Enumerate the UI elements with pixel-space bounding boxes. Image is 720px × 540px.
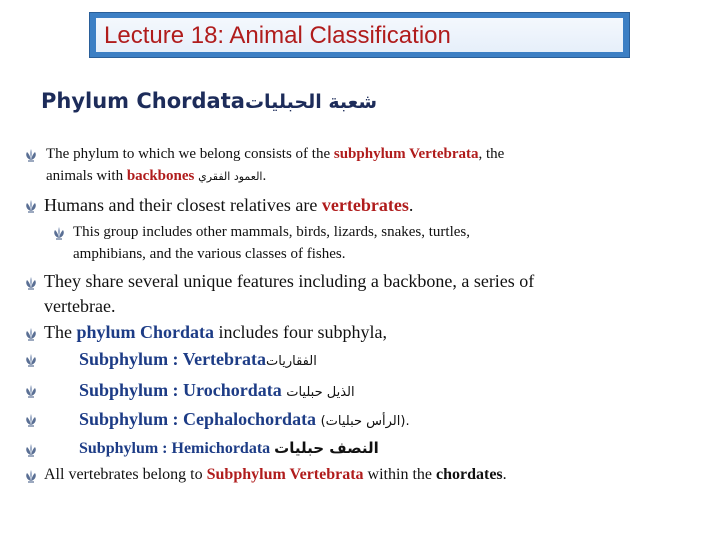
bullet-1-line-2: animals with backbones العمود الفقري. xyxy=(46,168,267,184)
flower-icon xyxy=(24,148,38,162)
bullet-5: The phylum Chordata includes four subphyla, xyxy=(44,322,387,342)
bullet-2: Humans and their closest relatives are vertebrates. xyxy=(44,195,414,215)
subtitle-arabic: شعبة الحبليات xyxy=(244,91,378,113)
flower-icon xyxy=(52,226,66,240)
subphylum-hemichordata: Subphylum : Hemichordata النصف حبليات xyxy=(79,439,379,457)
flower-icon xyxy=(24,443,38,457)
bullet-3-line-2: amphibians, and the various classes of fishes. xyxy=(73,246,346,262)
flower-icon xyxy=(24,276,38,290)
flower-icon xyxy=(24,469,38,483)
subtitle-english: Phylum Chordata xyxy=(41,89,245,113)
flower-icon xyxy=(24,384,38,398)
slide-title: Lecture 18: Animal Classification xyxy=(104,22,451,49)
bullet-3-line-1: This group includes other mammals, birds, lizards, snakes, turtles, xyxy=(73,224,471,240)
bullet-6: All vertebrates belong to Subphylum Vertebrata within the chordates. xyxy=(44,466,507,483)
subphylum-vertebrata: Subphylum : Vertebrataالفقاريات xyxy=(79,349,317,369)
bullet-4-line-1: They share several unique features including a backbone, a series of xyxy=(44,271,535,291)
flower-icon xyxy=(24,413,38,427)
bullet-1-line-1: The phylum to which we belong consists of the subphylum Vertebrata, the xyxy=(46,146,505,162)
title-banner xyxy=(89,12,630,58)
bullet-4-line-2: vertebrae. xyxy=(44,296,116,316)
subphylum-cephalochordata: Subphylum : Cephalochordata (الرأس حبليات). xyxy=(79,409,410,429)
subtitle xyxy=(41,89,377,113)
flower-icon xyxy=(24,199,38,213)
subphylum-urochordata: Subphylum : Urochordata الذيل حبليات xyxy=(79,380,355,400)
flower-icon xyxy=(24,353,38,367)
flower-icon xyxy=(24,327,38,341)
